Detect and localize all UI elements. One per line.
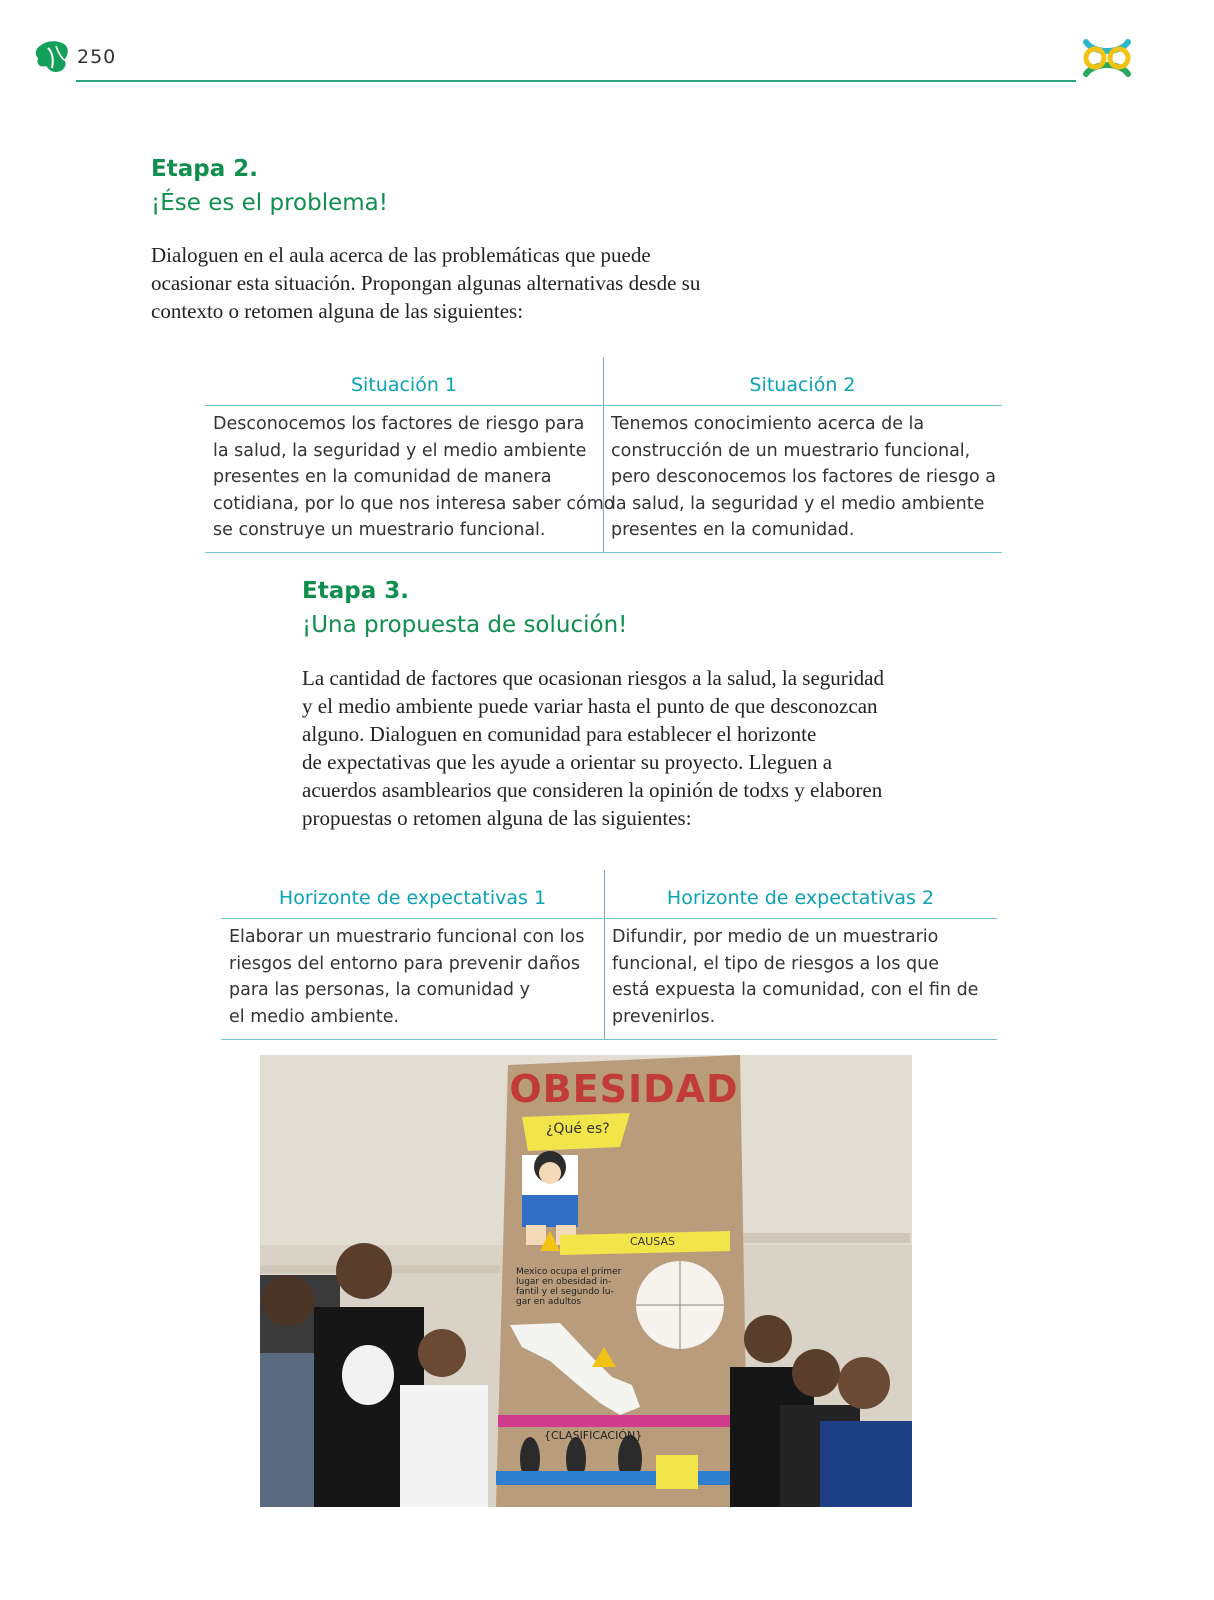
situaciones-table	[205, 357, 1002, 553]
leaf-logo-icon	[34, 38, 72, 74]
cell-line: presentes en la comunidad.	[611, 520, 855, 540]
etapa2-intro	[151, 241, 700, 325]
cell-line: el medio ambiente.	[229, 1006, 400, 1027]
cell-line: presentes en la comunidad de manera	[213, 467, 552, 487]
table-bottom-rule	[205, 552, 1002, 553]
column-divider	[604, 870, 605, 1040]
table-header: Horizonte de expectativas 1	[278, 887, 547, 909]
note-line: fantil y el segundo lu-	[516, 1287, 614, 1297]
etapa2-subtitle: ¡Ése es el problema!	[151, 190, 388, 216]
text-line: La cantidad de factores que ocasionan riesgos a la salud, la seguridad	[302, 666, 884, 690]
text-line: propuestas o retomen alguna de las siguientes:	[302, 806, 692, 830]
table-cell	[611, 411, 996, 544]
interlocking-rings-logo-icon	[1080, 32, 1134, 84]
cell-line: Tenemos conocimiento acerca de la	[611, 414, 925, 434]
table-cell	[213, 411, 615, 544]
note-line: lugar en obesidad in-	[516, 1277, 612, 1287]
etapa3-subtitle: ¡Una propuesta de solución!	[302, 612, 628, 638]
poster-classification: {CLASIFICACIÓN}	[544, 1429, 643, 1442]
text-line: de expectativas que les ayude a orientar su proyecto. Lleguen a	[302, 750, 833, 774]
cell-line: riesgos del entorno para prevenir daños	[229, 953, 580, 974]
horizonte-table	[221, 870, 997, 1040]
table-bottom-rule	[221, 1039, 997, 1040]
cell-line: funcional, el tipo de riesgos a los que	[612, 953, 940, 974]
table-cell	[612, 924, 978, 1030]
table-header: Situación 2	[749, 374, 856, 396]
cell-line: pero desconocemos los factores de riesgo a	[611, 467, 996, 487]
classroom-photo	[260, 1055, 912, 1507]
cell-line: construcción de un muestrario funcional,	[611, 440, 971, 461]
cell-line: Desconocemos los factores de riesgo para	[213, 414, 585, 434]
text-line: acuerdos asamblearios que consideren la opinión de todxs y elaboren	[302, 778, 883, 802]
header-rule	[221, 918, 997, 919]
text-line: ocasionar esta situación. Propongan algunas alternativas desde su	[151, 271, 701, 295]
text-line: Dialoguen en el aula acerca de las problemáticas que puede	[151, 243, 651, 267]
etapa3-intro	[302, 664, 884, 832]
cell-line: para las personas, la comunidad y	[229, 980, 530, 1000]
cell-line: Difundir, por medio de un muestrario	[612, 927, 939, 947]
note-line: gar en adultos	[516, 1297, 582, 1307]
text-line: contexto o retomen alguna de las siguientes:	[151, 299, 524, 323]
poster-question: ¿Qué es?	[546, 1121, 610, 1137]
etapa3-title: Etapa 3.	[302, 578, 409, 604]
cell-line: Elaborar un muestrario funcional con los	[229, 927, 585, 947]
cell-line: la salud, la seguridad y el medio ambiente	[213, 440, 587, 461]
text-line: y el medio ambiente puede variar hasta el punto de que desconozcan	[302, 694, 878, 718]
page-number: 250	[77, 46, 117, 68]
etapa2-title: Etapa 2.	[151, 156, 258, 182]
cell-line: la salud, la seguridad y el medio ambiente	[611, 493, 985, 514]
poster-mexico-note	[516, 1267, 621, 1307]
note-line: Mexico ocupa el primer	[516, 1267, 622, 1277]
header-rule	[205, 405, 1002, 406]
table-header: Situación 1	[351, 374, 457, 396]
table-header: Horizonte de expectativas 2	[666, 887, 935, 909]
text-line: alguno. Dialoguen en comunidad para establecer el horizonte	[302, 722, 817, 746]
poster-title: OBESIDAD	[509, 1067, 739, 1111]
cell-line: se construye un muestrario funcional.	[213, 520, 546, 540]
cell-line: está expuesta la comunidad, con el fin de	[612, 980, 979, 1000]
cell-line: cotidiana, por lo que nos interesa saber cómo	[213, 493, 615, 514]
poster-causes: CAUSAS	[630, 1235, 675, 1248]
table-cell	[229, 924, 584, 1030]
cell-line: prevenirlos.	[612, 1006, 716, 1027]
header-rule	[76, 80, 1076, 82]
